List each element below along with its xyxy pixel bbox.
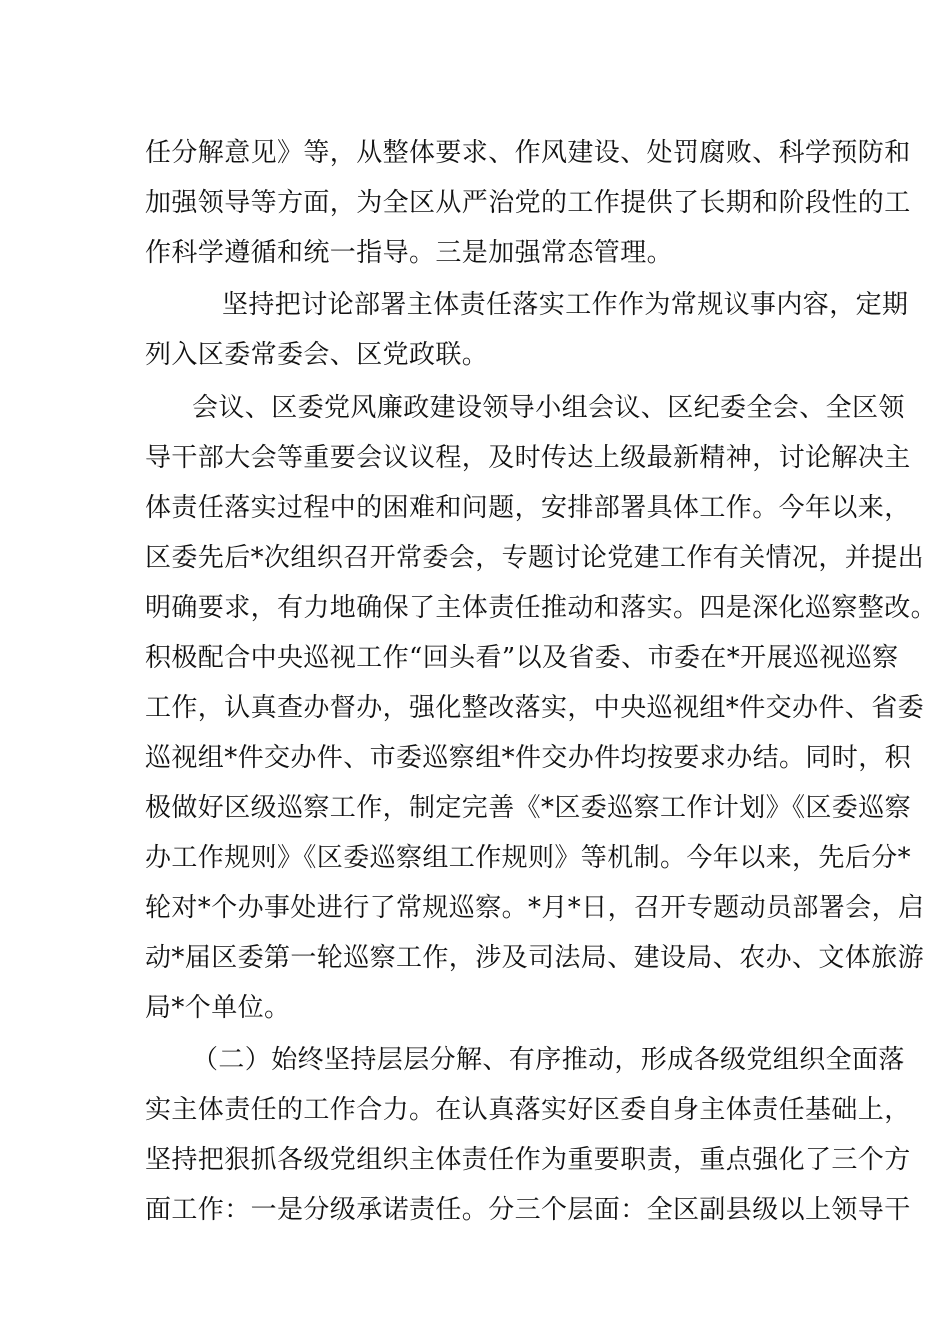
- text-line: 作科学遵循和统一指导。三是加强常态管理。: [145, 238, 674, 268]
- text-line: 明确要求，有力地确保了主体责任推动和落实。四是深化巡察整改。: [145, 593, 938, 623]
- text-line: 工作，认真查办督办，强化整改落实，中央巡视组*件交办件、省委: [145, 693, 925, 723]
- text-line: 坚持把讨论部署主体责任落实工作作为常规议事内容，定期: [222, 290, 909, 320]
- text-line: 局*个单位。: [145, 993, 291, 1023]
- text-line: （二）始终坚持层层分解、有序推动，形成各级党组织全面落: [192, 1045, 905, 1075]
- text-line: 轮对*个办事处进行了常规巡察。*月*日，召开专题动员部署会，启: [145, 893, 925, 923]
- text-line: 坚持把狠抓各级党组织主体责任作为重要职责，重点强化了三个方: [145, 1145, 911, 1175]
- text-line: 体责任落实过程中的困难和问题，安排部署具体工作。今年以来，: [145, 493, 911, 523]
- text-line: 动*届区委第一轮巡察工作，涉及司法局、建设局、农办、文体旅游: [145, 943, 925, 973]
- text-line: 列入区委常委会、区党政联。: [145, 340, 489, 370]
- text-line: 实主体责任的工作合力。在认真落实好区委自身主体责任基础上，: [145, 1095, 911, 1125]
- text-line: 巡视组*件交办件、市委巡察组*件交办件均按要求办结。同时，积: [145, 743, 912, 773]
- text-line: 会议、区委党风廉政建设领导小组会议、区纪委全会、全区领: [192, 393, 905, 423]
- text-line: 加强领导等方面，为全区从严治党的工作提供了长期和阶段性的工: [145, 188, 911, 218]
- text-line: 导干部大会等重要会议议程，及时传达上级最新精神，讨论解决主: [145, 443, 911, 473]
- text-line: 极做好区级巡察工作，制定完善《*区委巡察工作计划》《区委巡察: [145, 793, 912, 823]
- text-line: 区委先后*次组织召开常委会，专题讨论党建工作有关情况，并提出: [145, 543, 925, 573]
- text-line: 面工作：一是分级承诺责任。分三个层面：全区副县级以上领导干: [145, 1195, 911, 1225]
- text-line: 办工作规则》《区委巡察组工作规则》等机制。今年以来，先后分*: [145, 843, 912, 873]
- text-line: 积极配合中央巡视工作“回头看”以及省委、市委在*开展巡视巡察: [145, 643, 899, 673]
- text-line: 任分解意见》等，从整体要求、作风建设、处罚腐败、科学预防和: [145, 138, 911, 168]
